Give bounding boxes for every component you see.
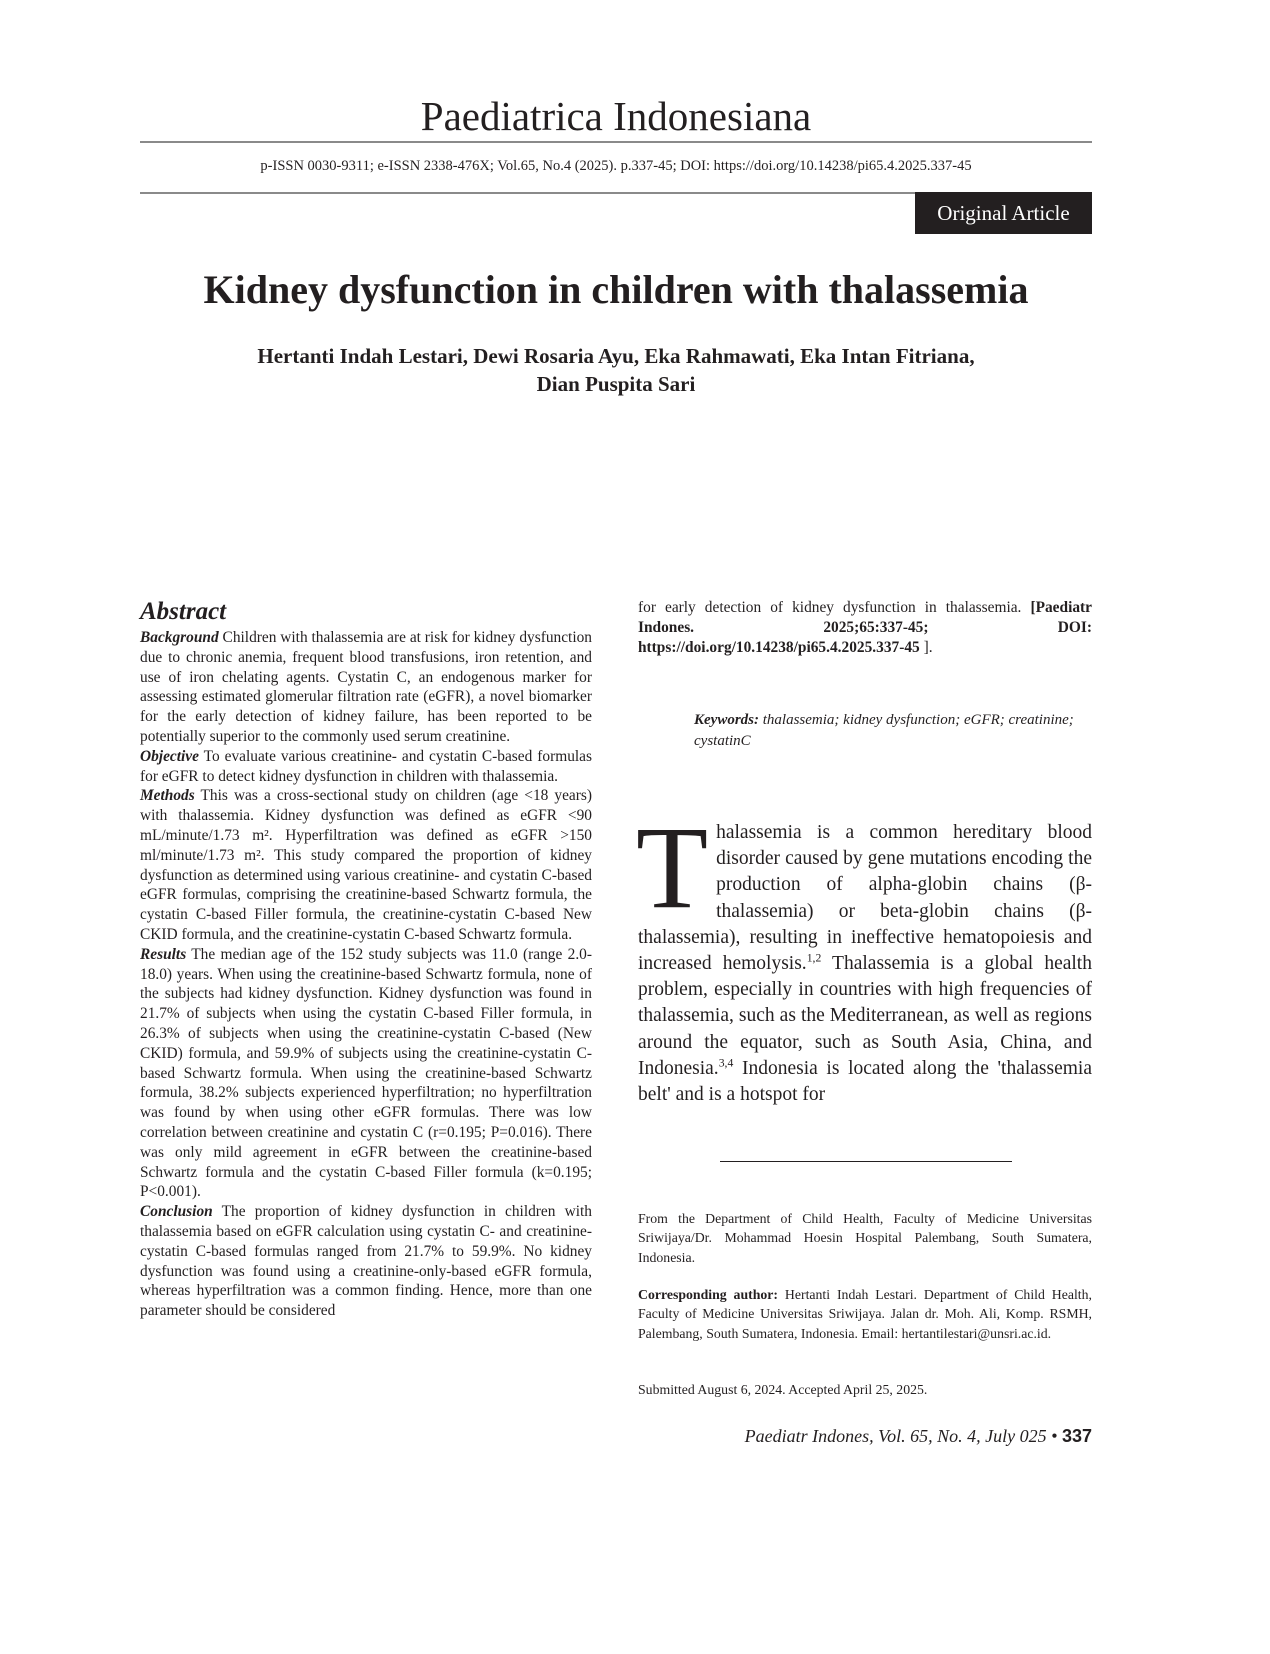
authors-line-1: Hertanti Indah Lestari, Dewi Rosaria Ayu, Eka Rahmawati, Eka Intan Fitriana,: [257, 344, 975, 368]
abstract-heading: Abstract: [140, 598, 227, 625]
abstract-methods: [140, 786, 592, 944]
reference: 1,2: [806, 951, 822, 965]
footer-citation: Paediatr Indones, Vol. 65, No. 4, July 025 •: [744, 1426, 1058, 1446]
text: halassemia is a common hereditary blood disorder caused by gene mutations encoding the production of alpha-globin chains (β-thalassemia) or beta-globin chains (β-thalassemia), resulting in ineffective hematopoiesis and increased hemolysis.: [638, 822, 1092, 975]
abstract-continued: [638, 598, 1092, 657]
text: Indonesia is located along the 'thalassemia belt' and is a hotspot for: [638, 1057, 1092, 1106]
abstract-objective: [140, 747, 592, 787]
reference: 3,4: [718, 1056, 734, 1070]
label: Conclusion: [140, 1203, 213, 1221]
label: Corresponding author:: [638, 1287, 779, 1302]
abstract-results: [140, 945, 592, 1202]
text: To evaluate various creatinine- and cystatin C-based formulas for eGFR to detect kidney dysfunction in children with thalassemia.: [140, 747, 592, 785]
text: The proportion of kidney dysfunction in children with thalassemia based on eGFR calculation using cystatin C- and creatinine-cystatin C-based formulas ranged from 21.7% to 59.9%. No kidney dysfunction was found using a creatinine-only-based eGFR formula, whereas hyperfiltration was a common finding. Hence, more than one parameter should be considered: [140, 1203, 592, 1320]
label: Results: [140, 945, 187, 963]
text: Children with thalassemia are at risk for kidney dysfunction due to chronic anemia, frequent blood transfusions, iron retention, and use of iron chelating agents. Cystatin C, an endogenous marker for assessing estimated glomerular filtration rate (eGFR), a novel biomarker for the early detection of kidney failure, has been reported to be potentially superior to the commonly used serum creatinine.: [140, 629, 592, 745]
corresponding-author: [638, 1285, 1092, 1343]
label: Objective: [140, 747, 199, 765]
keywords: [694, 710, 1094, 752]
journal-name: Paediatrica Indonesiana: [420, 93, 812, 139]
footnote-rule: [720, 1161, 1012, 1162]
affiliation: From the Department of Child Health, Faculty of Medicine Universitas Sriwijaya/Dr. Mohammad Hoesin Hospital Palembang, South Sumatera, Indonesia.: [638, 1211, 1092, 1265]
drop-cap: T: [636, 802, 709, 933]
page-footer: [600, 1426, 1092, 1447]
keywords-text: thalassemia; kidney dysfunction; eGFR; creatinine; cystatinC: [694, 712, 1074, 749]
abstract: [140, 596, 592, 1321]
text: ].: [919, 638, 933, 656]
text: Hertanti Indah Lestari. Department of Child Health, Faculty of Medicine Universitas Sriwijaya. Jalan dr. Moh. Ali, Komp. RSMH, Palembang, South Sumatera, Indonesia. Email: hertantilestari@unsri.ac.id.: [638, 1287, 1092, 1341]
keywords-label: Keywords:: [694, 712, 759, 728]
header-rule-top: [140, 141, 1092, 143]
citation: [Paediatr Indones. 2025;65:337-45; DOI: https://doi.org/10.14238/pi65.4.2025.337-45: [638, 599, 1092, 656]
label: Methods: [140, 787, 195, 805]
introduction: [636, 802, 1092, 1108]
article-title: Kidney dysfunction in children with thalassemia: [203, 267, 1029, 312]
label: Background: [140, 629, 219, 646]
issn-line: p-ISSN 0030-9311; e-ISSN 2338-476X; Vol.65, No.4 (2025). p.337-45; DOI: https://doi.org/10.14238/pi65.4.2025.337-45: [260, 158, 972, 174]
abstract-background: [140, 628, 592, 747]
article-type-badge: Original Article: [915, 192, 1092, 234]
text: for early detection of kidney dysfunction in thalassemia.: [638, 599, 1031, 616]
abstract-conclusion: [140, 1202, 592, 1321]
authors: [140, 342, 1092, 398]
text: This was a cross-sectional study on children (age <18 years) with thalassemia. Kidney dysfunction was defined as eGFR <90 mL/minute/1.73 m². Hyperfiltration was defined as eGFR >150 ml/minute/1.73 m². This study compared the proportion of kidney dysfunction as determined using various creatinine- and cystatin C-based eGFR formulas, comprising the creatinine-based Schwartz formula, the cystatin C-based Filler formula, the creatinine-cystatin C-based New CKID formula, and the creatinine-cystatin C-based Schwartz formula.: [140, 787, 592, 943]
text: Thalassemia is a global health problem, especially in countries with high frequencies of thalassemia, such as the Mediterranean, as well as regions around the equator, such as South Asia, China, and Indonesia.: [638, 953, 1092, 1079]
submission-dates: Submitted August 6, 2024. Accepted April 25, 2025.: [638, 1382, 928, 1397]
authors-line-2: Dian Puspita Sari: [536, 372, 696, 396]
page-number: 337: [1061, 1426, 1092, 1446]
text: The median age of the 152 study subjects was 11.0 (range 2.0-18.0) years. When using the creatinine-based Schwartz formula, none of the subjects had kidney dysfunction. Kidney dysfunction was found in 21.7% of subjects when using the cystatin C-based Filler formula, in 26.3% of subjects when using the creatinine-cystatin C-based (New CKID) formula, and 59.9% of subjects using the creatinine-cystatin C-based Schwartz formula. When using the creatinine-based Schwartz formula, 38.2% subjects experienced hyperfiltration; no hyperfiltration was found by when using other eGFR formulas. There was low correlation between creatinine and cystatin C (r=0.195; P=0.016). There was only mild agreement in eGFR between the creatinine-based Schwartz formula and the cystatin C-based Filler formula (k=0.195; P<0.001).: [140, 945, 592, 1201]
